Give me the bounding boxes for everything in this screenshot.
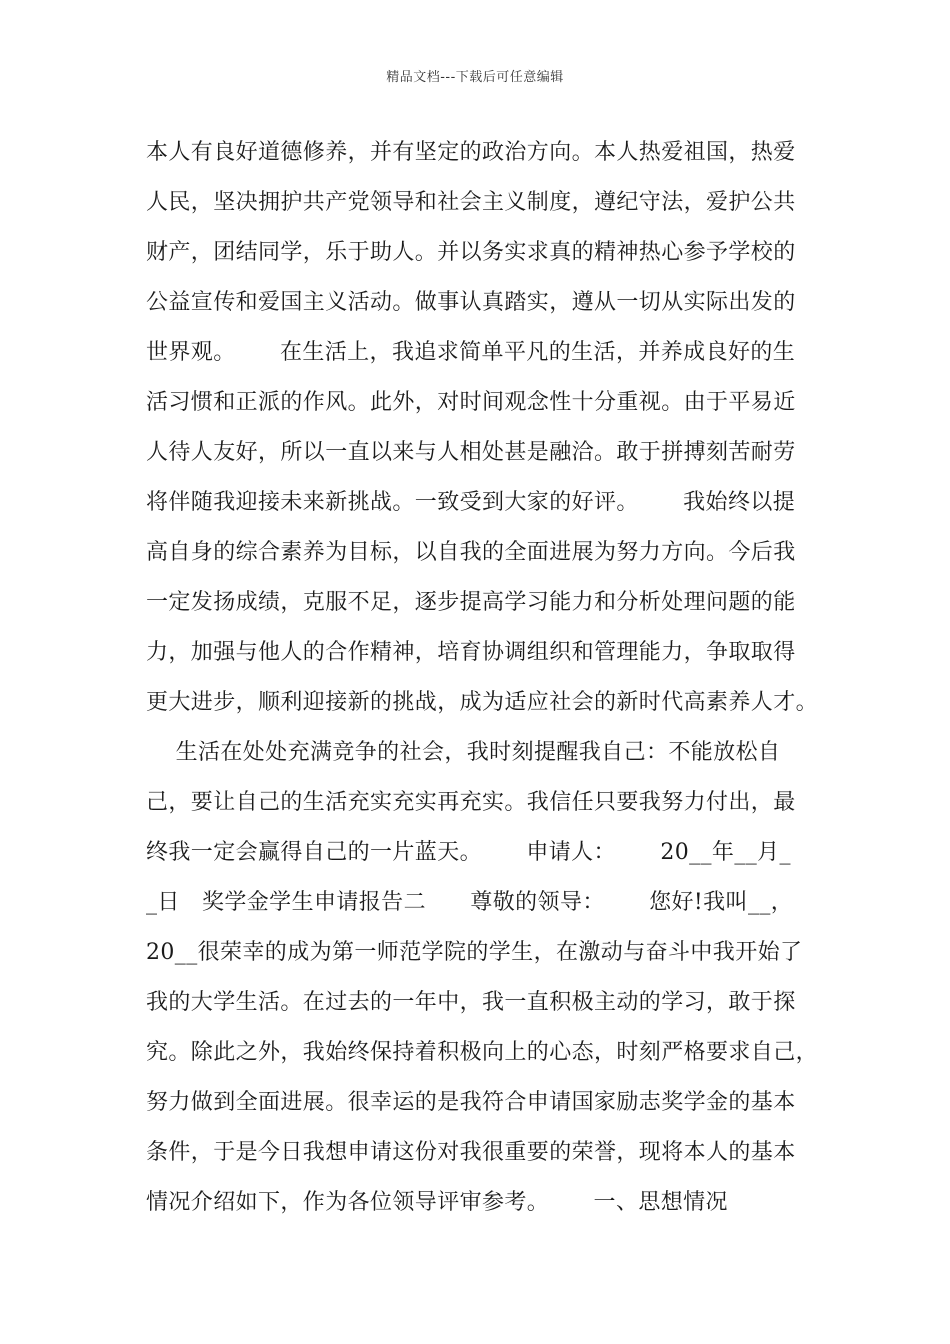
text-line: 本人有良好道德修养，并有坚定的政治方向。本人热爱祖国，热爱 [146,140,796,165]
text-line: 究。除此之外，我始终保持着积极向上的心态，时刻严格要求自己， [146,1040,819,1065]
text-line: 高自身的综合素养为目标，以自我的全面进展为努力方向。今后我 [146,540,796,565]
text-line: 生活在处处充满竞争的社会，我时刻提醒我自己：不能放松自 [146,740,781,765]
text-line: 力，加强与他人的合作精神，培育协调组织和管理能力，争取取得 [146,640,796,665]
text-line: 一定发扬成绩，克服不足，逐步提高学习能力和分析处理问题的能 [146,590,796,615]
text-line: 财产，团结同学，乐于助人。并以务实求真的精神热心参予学校的 [146,240,796,265]
text-line: _日 奖学金学生申请报告二 尊敬的领导： 您好!我叫__， [146,890,794,915]
text-line: 条件，于是今日我想申请这份对我很重要的荣誉，现将本人的基本 [146,1140,796,1165]
text-line: 公益宣传和爱国主义活动。做事认真踏实，遵从一切从实际出发的 [146,290,796,315]
text-line: 20__很荣幸的成为第一师范学院的学生，在激动与奋斗中我开始了 [146,940,803,965]
document-body [146,128,826,1228]
text-line: 人待人友好，所以一直以来与人相处甚是融洽。敢于拼搏刻苦耐劳 [146,440,796,465]
text-line: 努力做到全面进展。很幸运的是我符合申请国家励志奖学金的基本 [146,1090,796,1115]
text-line: 我的大学生活。在过去的一年中，我一直积极主动的学习，敢于探 [146,990,796,1015]
text-line: 将伴随我迎接未来新挑战。一致受到大家的好评。 我始终以提 [146,490,796,515]
text-line: 活习惯和正派的作风。此外，对时间观念性十分重视。由于平易近 [146,390,796,415]
text-line: 世界观。 在生活上，我追求简单平凡的生活，并养成良好的生 [146,340,796,365]
text-line: 更大进步，顺利迎接新的挑战，成为适应社会的新时代高素养人才。 [146,690,819,715]
text-line: 终我一定会赢得自己的一片蓝天。 申请人： 20__年__月_ [146,840,791,865]
text-line: 人民，坚决拥护共产党领导和社会主义制度，遵纪守法，爱护公共 [146,190,796,215]
text-line: 情况介绍如下，作为各位领导评审参考。 一、思想情况 [146,1190,728,1215]
page-header: 精品文档---下载后可任意编辑 [386,70,564,85]
text-line: 己，要让自己的生活充实充实再充实。我信任只要我努力付出，最 [146,790,796,815]
